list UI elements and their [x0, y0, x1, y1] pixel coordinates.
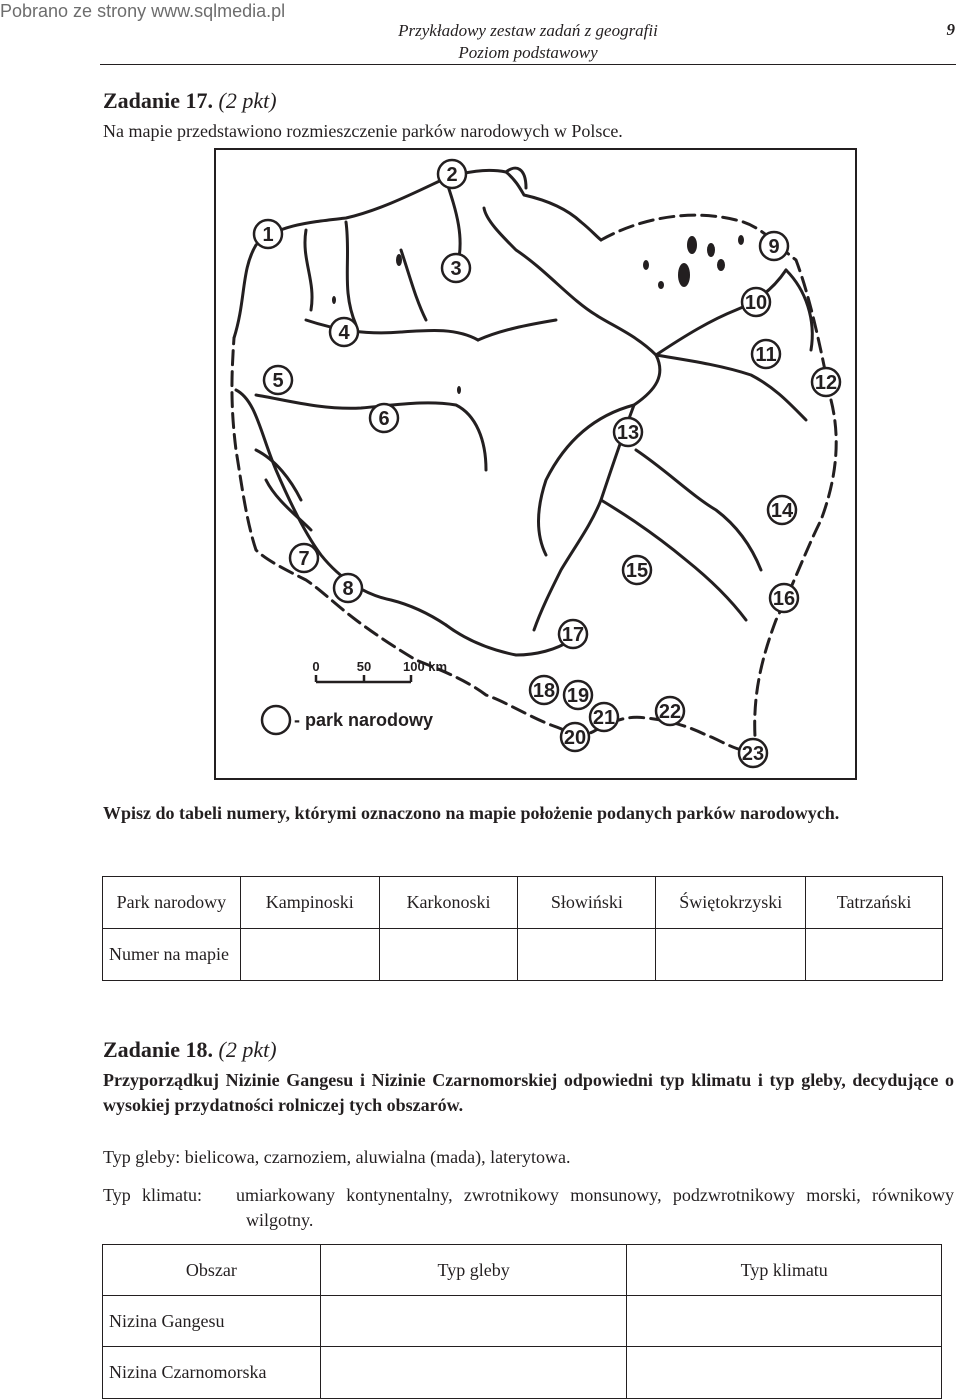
lakes	[332, 235, 744, 394]
page-number: 9	[946, 20, 955, 39]
river-brda	[401, 250, 426, 320]
park-number: 4	[338, 322, 350, 344]
park-number: 8	[342, 578, 354, 600]
river-south	[446, 625, 571, 655]
park-marker	[264, 366, 292, 394]
climate-types: umiarkowany kontynentalny, zwrotnikowy monsunowy, podzwrotnikowy morski, równikowy wilgotny.	[236, 1185, 955, 1230]
map-legend	[262, 706, 433, 734]
park-marker	[590, 703, 618, 731]
park-marker	[770, 584, 798, 612]
park-marker	[438, 160, 466, 188]
park-number: 16	[772, 588, 796, 610]
park-number: 22	[658, 701, 682, 723]
coastline	[234, 170, 601, 338]
park-marker	[614, 418, 642, 446]
poland-map-drawing	[216, 150, 855, 778]
task-18-instruction: Przyporządkuj Nizinie Gangesu i Nizinie Czarnomorskiej odpowiedni typ klimatu i typ gleby, decydujące o wysokiej przydatności rolniczej tych obszarów.	[103, 1070, 954, 1115]
park-marker	[330, 318, 358, 346]
river-nysa	[266, 480, 311, 530]
scale-label: 50	[356, 659, 372, 674]
park-number: 7	[298, 548, 310, 570]
park-marker	[254, 220, 282, 248]
col-header-area: Obszar	[103, 1245, 321, 1296]
river-warta	[256, 395, 486, 470]
poland-map	[214, 148, 857, 780]
answer-karkonoski[interactable]	[379, 929, 518, 981]
answer-slowinski[interactable]	[518, 929, 656, 981]
river-vistula	[484, 208, 660, 405]
task-17-title	[103, 88, 277, 114]
climate-types-label: Typ klimatu:	[103, 1185, 203, 1205]
park-number: 5	[272, 370, 284, 392]
answer-black-sea-climate[interactable]	[627, 1347, 942, 1399]
park-marker	[561, 723, 589, 751]
col-header-soil: Typ gleby	[320, 1245, 627, 1296]
park-number: 20	[563, 727, 587, 749]
parks-row-header-number: Numer na mapie	[103, 929, 241, 981]
park-number: 11	[755, 344, 777, 366]
answer-tatrzanski[interactable]	[806, 929, 943, 981]
header-title: Przykładowy zestaw zadań z geografii	[398, 21, 658, 40]
park-slowinski: Słowiński	[518, 877, 656, 929]
river-east	[786, 270, 812, 350]
answer-ganges-soil[interactable]	[320, 1296, 627, 1347]
park-marker	[742, 288, 770, 316]
header-level: Poziom podstawowy	[458, 43, 598, 62]
river-bug	[656, 355, 806, 420]
park-number: 9	[768, 236, 780, 258]
park-karkonoski: Karkonoski	[379, 877, 518, 929]
row-black-sea: Nizina Czarnomorska	[103, 1347, 321, 1399]
park-marker	[768, 496, 796, 524]
park-marker	[370, 404, 398, 432]
page-header	[0, 20, 960, 64]
task-17-intro: Na mapie przedstawiono rozmieszczenie parków narodowych w Polsce.	[103, 121, 623, 141]
park-marker	[760, 232, 788, 260]
park-number: 19	[566, 685, 590, 707]
legend-circle-icon	[262, 706, 290, 734]
river-wieprz	[636, 450, 761, 570]
park-marker	[739, 739, 767, 767]
park-number: 13	[616, 422, 640, 444]
park-marker	[530, 676, 558, 704]
park-marker	[290, 544, 318, 572]
park-number: 17	[561, 624, 585, 646]
watermark: Pobrano ze strony www.sqlmedia.pl	[0, 1, 286, 21]
scale-label: 100 km	[403, 659, 448, 674]
park-tatrzanski: Tatrzański	[806, 877, 943, 929]
river-drweca	[478, 320, 556, 340]
river-pomerania	[305, 180, 460, 325]
legend-label: - park narodowy	[294, 710, 434, 730]
task-18-title	[103, 1037, 277, 1063]
park-marker	[564, 681, 592, 709]
climate-soil-table	[102, 1244, 942, 1399]
answer-ganges-climate[interactable]	[627, 1296, 942, 1347]
park-marker	[812, 368, 840, 396]
park-marker	[623, 556, 651, 584]
park-marker	[334, 574, 362, 602]
park-number: 2	[446, 164, 458, 186]
park-number: 10	[744, 292, 768, 314]
park-marker	[752, 340, 780, 368]
park-number: 15	[625, 560, 649, 582]
task-17-points: (2 pkt)	[218, 88, 277, 113]
climate-types-line	[103, 1183, 954, 1233]
answer-kampinoski[interactable]	[240, 929, 379, 981]
park-marker	[656, 697, 684, 725]
park-number: 6	[378, 408, 390, 430]
task-18-label: Zadanie 18.	[103, 1037, 214, 1062]
task-17-instruction: Wpisz do tabeli numery, którymi oznaczono na mapie położenie podanych parków narodowych.	[103, 803, 840, 823]
park-number: 3	[450, 258, 462, 280]
row-ganges: Nizina Gangesu	[103, 1296, 321, 1347]
park-marker	[442, 254, 470, 282]
answer-black-sea-soil[interactable]	[320, 1347, 627, 1399]
park-marker	[559, 620, 587, 648]
park-number: 23	[741, 743, 765, 765]
col-header-climate: Typ klimatu	[627, 1245, 942, 1296]
climate-types-block	[103, 1183, 954, 1233]
park-number: 18	[532, 680, 556, 702]
park-kampinoski: Kampinoski	[240, 877, 379, 929]
park-number: 12	[814, 372, 838, 394]
task-18-points: (2 pkt)	[218, 1037, 277, 1062]
park-number: 1	[262, 224, 274, 246]
parks-row-header-park: Park narodowy	[103, 877, 241, 929]
answer-swietokrzyski[interactable]	[656, 929, 806, 981]
soil-types: Typ gleby: bielicowa, czarnoziem, aluwialna (mada), laterytowa.	[103, 1147, 571, 1167]
scale-label: 0	[312, 659, 320, 674]
header-rule	[100, 64, 956, 65]
scale-bar	[312, 659, 447, 682]
task-17-label: Zadanie 17.	[103, 88, 214, 113]
park-number: 14	[770, 500, 794, 522]
park-number: 21	[592, 707, 616, 729]
park-swietokrzyski: Świętokrzyski	[656, 877, 806, 929]
parks-table	[102, 876, 943, 981]
